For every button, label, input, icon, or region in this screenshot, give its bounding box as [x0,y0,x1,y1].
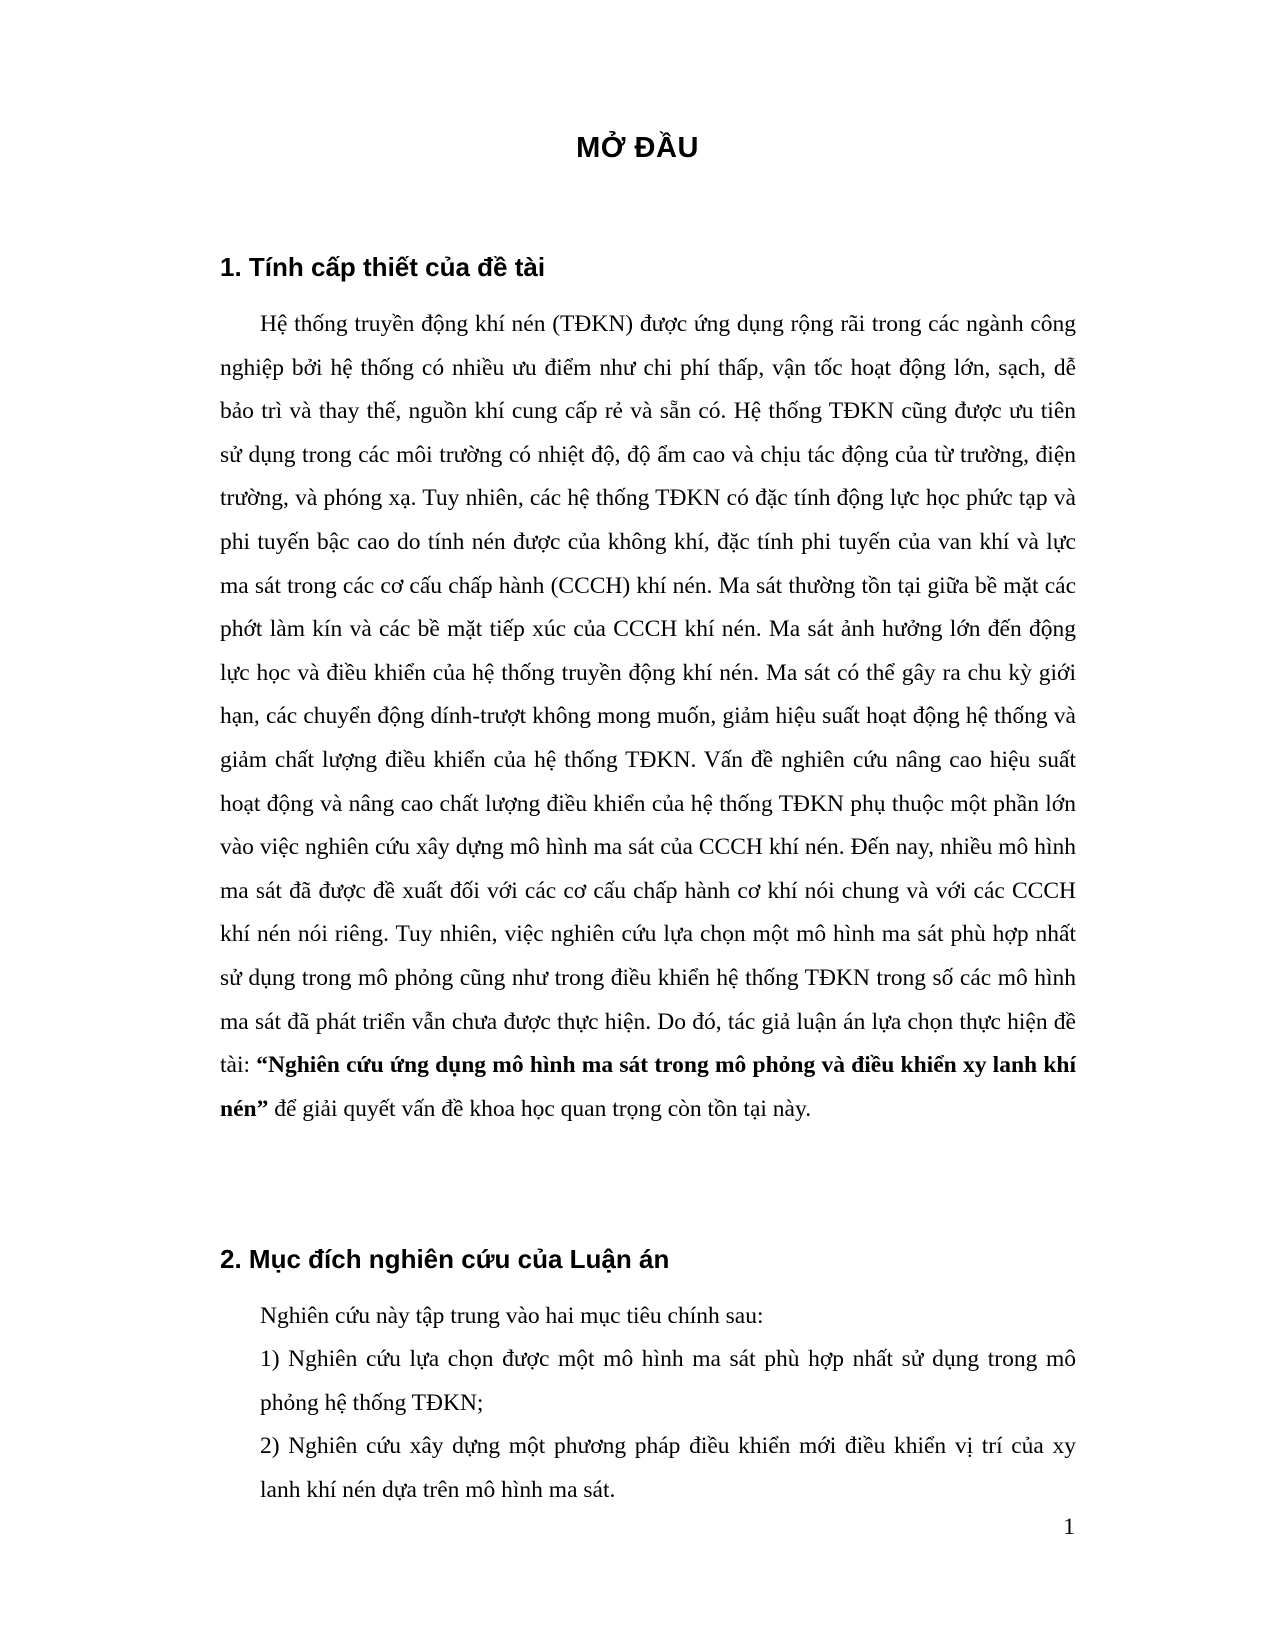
section-2-heading: 2. Mục đích nghiên cứu của Luận án [220,1244,670,1274]
section-1-paragraph [220,303,1076,1131]
section-1-body-end: để giải quyết vấn đề khoa học quan trọng còn tồn tại này. [268,1095,812,1122]
section-1-heading: 1. Tính cấp thiết của đề tài [220,252,546,282]
section-1-body: Hệ thống truyền động khí nén (TĐKN) được ứng dụng rộng rãi trong các ngành công nghiệp bởi hệ thống có nhiều ưu điểm như chi phí thấp, vận tốc hoạt động lớn, sạch, dễ bảo trì và thay thế, nguồn khí cung cấp rẻ và sẵn có. Hệ thống TĐKN cũng được ưu tiên sử dụng trong các môi trường có nhiệt độ, độ ẩm cao và chịu tác động của từ trường, điện trường, và phóng xạ. Tuy nhiên, các hệ thống TĐKN có đặc tính động lực học phức tạp và phi tuyến bậc cao do tính nén được của không khí, đặc tính phi tuyến của van khí và lực ma sát trong các cơ cấu chấp hành (CCCH) khí nén. Ma sát thường tồn tại giữa bề mặt các phớt làm kín và các bề mặt tiếp xúc của CCCH khí nén. Ma sát ảnh hưởng lớn đến động lực học và điều khiển của hệ thống truyền động khí nén. Ma sát có thể gây ra chu kỳ giới hạn, các chuyển động dính-trượt không mong muốn, giảm hiệu suất hoạt động hệ thống và giảm chất lượng điều khiển của hệ thống TĐKN. Vấn đề nghiên cứu nâng cao hiệu suất hoạt động và nâng cao chất lượng điều khiển của hệ thống TĐKN phụ thuộc một phần lớn vào việc nghiên cứu xây dựng mô hình ma sát của CCCH khí nén. Đến nay, nhiều mô hình ma sát đã được đề xuất đối với các cơ cấu chấp hành cơ khí nói chung và với các CCCH khí nén nói riêng. Tuy nhiên, việc nghiên cứu lựa chọn một mô hình ma sát phù hợp nhất sử dụng trong mô phỏng cũng như trong điều khiển hệ thống TĐKN trong số các mô hình ma sát đã phát triển vẫn chưa được thực hiện. Do đó, tác giả luận án lựa chọn thực hiện đề tài: [220,311,1076,1079]
section-2-intro: Nghiên cứu này tập trung vào hai mục tiêu chính sau: [260,1303,764,1329]
page-title: MỞ ĐẦU [576,132,699,164]
page-number: 1 [1063,1514,1075,1540]
objective-item-1: 1) Nghiên cứu lựa chọn được một mô hình ma sát phù hợp nhất sử dụng trong mô phỏng hệ thống TĐKN; [260,1346,1076,1416]
objective-item-2: 2) Nghiên cứu xây dựng một phương pháp điều khiển mới điều khiển vị trí của xy lanh khí nén dựa trên mô hình ma sát. [260,1433,1076,1503]
thesis-title: “Nghiên cứu ứng dụng mô hình ma sát trong mô phỏng và điều khiển xy lanh khí nén” [220,1052,1076,1122]
